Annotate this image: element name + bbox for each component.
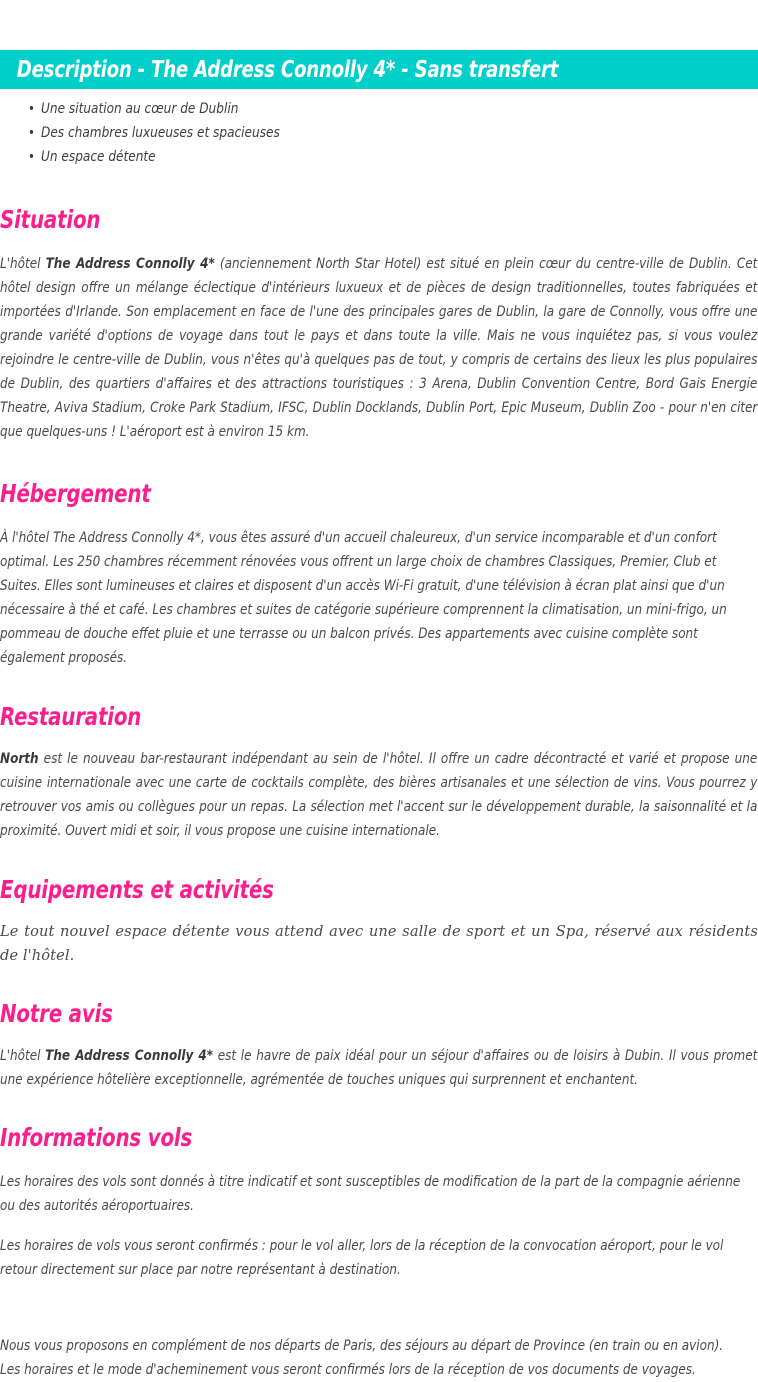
- section-heading-informations-vols: Informations vols: [0, 1123, 193, 1152]
- paragraph-rest: est le havre de paix idéal pour un séjour d'affaires ou de loisirs à Dubin. Il vous promet une expérience hôtelière exceptionnelle, agrémentée de touches uniques qui surprennent et enchantent.: [0, 1048, 758, 1088]
- section-heading-equipements: Equipements et activités: [0, 875, 274, 904]
- hotel-name-bold: The Address Connolly 4*: [45, 1048, 214, 1064]
- restaurant-name-bold: North: [0, 751, 39, 767]
- section-heading-situation: Situation: [0, 205, 101, 234]
- footer-note-1: Nous vous proposons en complément de nos départs de Paris, des séjours au départ de Province (en train ou en avion).: [0, 1338, 724, 1354]
- document-content: [0, 97, 758, 1382]
- paragraph-lead: L'hôtel: [0, 256, 46, 272]
- list-item: • Des chambres luxueuses et spacieuses: [41, 121, 708, 145]
- paragraph-rest: (anciennement North Star Hotel) est situé en plein cœur du centre-ville de Dublin. Cet hôtel design offre un mélange éclectique d'intérieurs luxueux et de pièces de design traditionnelles, toutes fabriquées et importées d'Irlande. Son emplacement en face de l'une des principales gares de Dublin, la gare de Connolly, vous offre une grande variété d'options de voyage dans tout le pays et dans toute la ville. Mais ne vous inquiétez pas, si vous voulez rejoindre le centre-ville de Dublin, vous n'êtes qu'à quelques pas de tout, y compris de certains des lieux les plus populaires de Dublin, des quartiers d'affaires et des attractions touristiques : 3 Arena, Dublin Convention Centre, Bord Gais Energie Theatre, Aviva Stadium, Croke Park Stadium, IFSC, Dublin Docklands, Dublin Port, Epic Museum, Dublin Zoo - pour n'en citer que quelques-uns ! L'aéroport est à environ 15 km.: [0, 256, 758, 440]
- section-heading-hebergement: Hébergement: [0, 479, 151, 508]
- list-item: • Une situation au cœur de Dublin: [41, 97, 708, 121]
- section-paragraph-vols-1: Les horaires des vols sont donnés à titre indicatif et sont susceptibles de modification de la part de la compagnie aérienne ou des autorités aéroportuaires.: [0, 1174, 741, 1214]
- section-paragraph-vols-2: Les horaires de vols vous seront confirmés : pour le vol aller, lors de la réception de la convocation aéroport, pour le vol retour directement sur place par notre représentant à destination.: [0, 1238, 724, 1278]
- hotel-name-bold: The Address Connolly 4*: [45, 256, 215, 272]
- section-paragraph-restauration: [0, 747, 757, 843]
- section-heading-restauration: Restauration: [0, 702, 142, 731]
- section-paragraph-notre-avis: [0, 1044, 757, 1092]
- paragraph-rest: est le nouveau bar-restaurant indépendant au sein de l'hôtel. Il offre un cadre décontracté et varié et propose une cuisine internationale avec une carte de cocktails complète, des bières artisanales et une sélection de vins. Vous pourrez y retrouver vos amis ou collègues pour un repas. La sélection met l'accent sur le développement durable, la saisonnalité et la proximité. Ouvert midi et soir, il vous propose une cuisine internationale.: [0, 751, 758, 839]
- highlights-list: [0, 97, 758, 169]
- section-paragraph-situation: [0, 252, 757, 444]
- section-heading-notre-avis: Notre avis: [0, 999, 113, 1028]
- section-paragraph-hebergement: À l'hôtel The Address Connolly 4*, vous êtes assuré d'un accueil chaleureux, d'un service incomparable et d'un confort optimal. Les 250 chambres récemment rénovées vous offrent un large choix de chambres Classiques, Premier, Club et Suites. Elles sont lumineuses et claires et disposent d'un accès Wi-Fi gratuit, d'une télévision à écran plat ainsi que d'un nécessaire à thé et café. Les chambres et suites de catégorie supérieure comprennent la climatisation, un mini-frigo, un pommeau de douche effet pluie et une terrasse ou un balcon privés. Des appartements avec cuisine complète sont également proposés.: [0, 530, 727, 666]
- list-item: • Un espace détente: [41, 145, 708, 169]
- section-paragraph-equipements: Le tout nouvel espace détente vous attend avec une salle de sport et un Spa, réservé aux résidents de l'hôtel.: [0, 923, 758, 964]
- page-title: Description - The Address Connolly 4* - Sans transfert: [16, 56, 559, 83]
- paragraph-lead: L'hôtel: [0, 1048, 46, 1064]
- footer-note-2: Les horaires et le mode d'acheminement vous seront confirmés lors de la réception de vos documents de voyages.: [0, 1362, 696, 1378]
- description-banner: [0, 50, 758, 89]
